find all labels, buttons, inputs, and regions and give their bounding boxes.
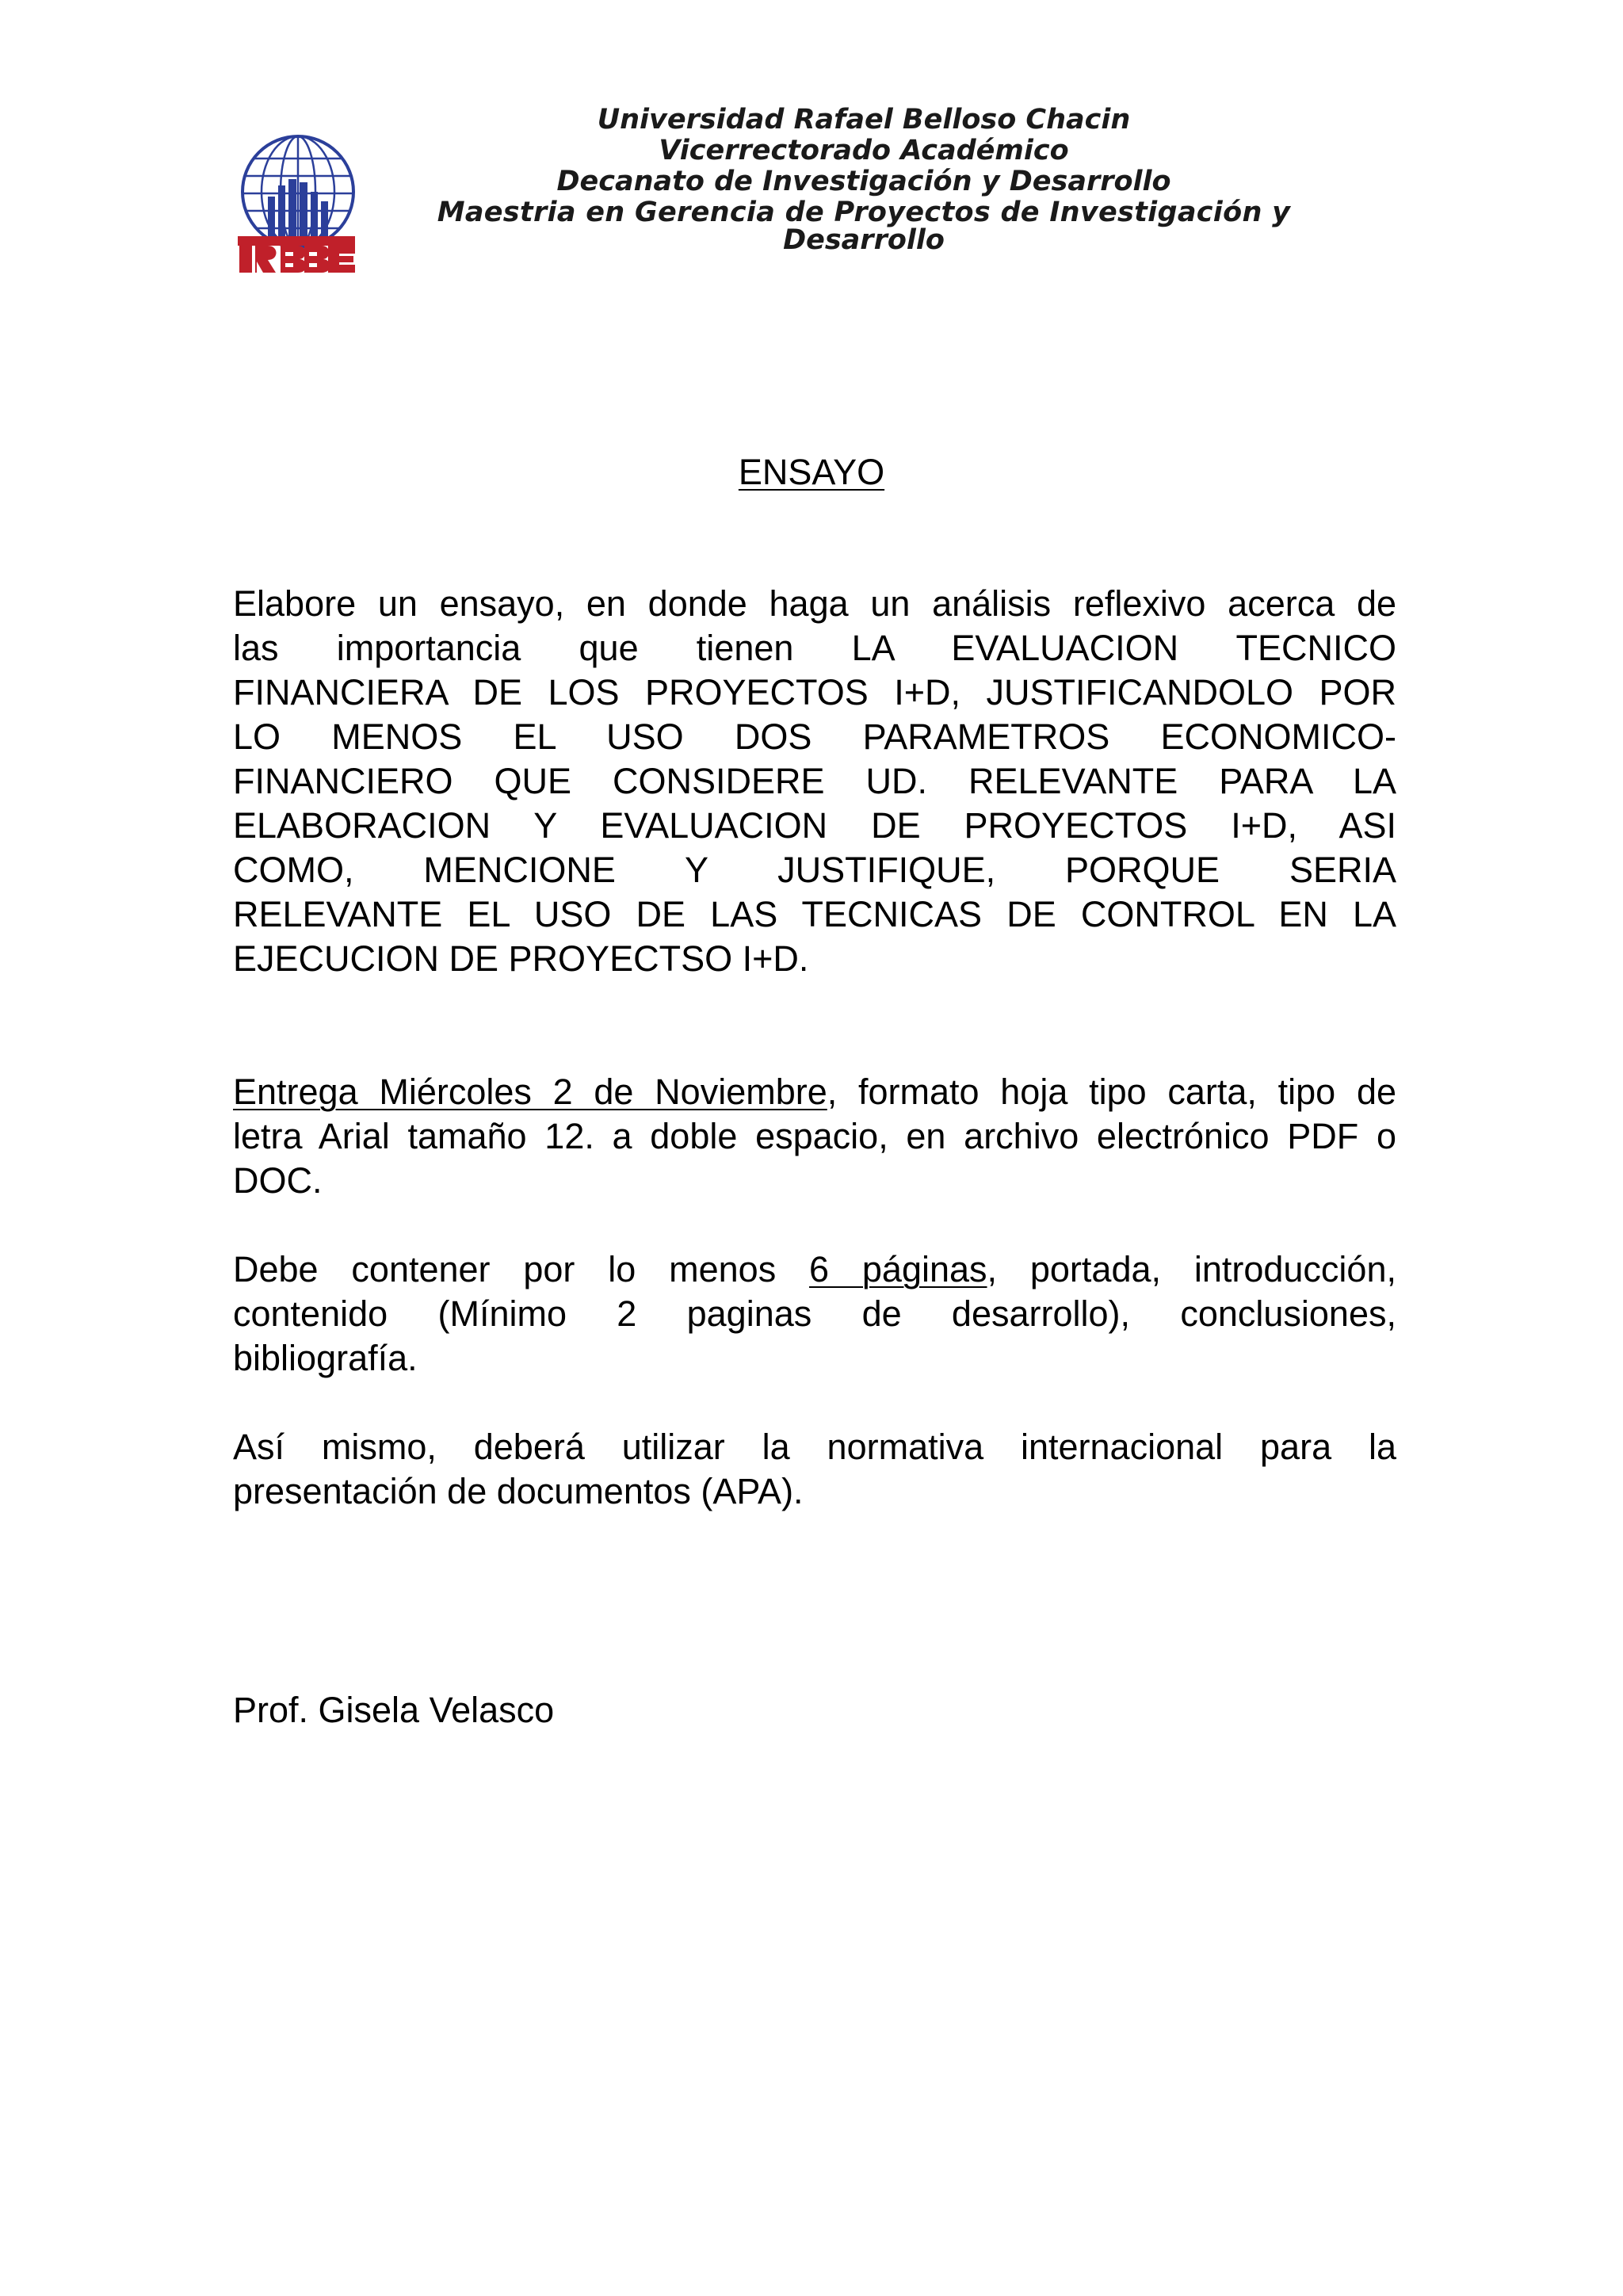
header-decanato: Decanato de Investigación y Desarrollo bbox=[556, 166, 1171, 197]
header-maestria: Maestria en Gerencia de Proyectos de Investigación y bbox=[437, 197, 1291, 228]
title-text: ENSAYO bbox=[738, 452, 885, 492]
logo-letters bbox=[238, 236, 355, 273]
page-count: 6 páginas bbox=[809, 1249, 987, 1289]
header-vicerrectorado: Vicerrectorado Académico bbox=[659, 135, 1069, 166]
paragraph-line bbox=[233, 1070, 1396, 1114]
paragraph-line: letra Arial tamaño 12. a doble espacio, en archivo electrónico PDF o bbox=[233, 1116, 1396, 1156]
paragraph-line: LO MENOS EL USO DOS PARAMETROS ECONOMICO- bbox=[233, 716, 1396, 757]
header-maestria-cont: Desarrollo bbox=[783, 224, 945, 256]
paragraph-line: contenido (Mínimo 2 paginas de desarrollo), conclusiones, bbox=[233, 1293, 1396, 1334]
university-logo bbox=[235, 135, 358, 274]
paragraph-line: FINANCIERA DE LOS PROYECTOS I+D, JUSTIFICANDOLO POR bbox=[233, 672, 1396, 712]
content-requirements-paragraph bbox=[233, 1247, 1396, 1381]
paragraph-line: ELABORACION Y EVALUACION DE PROYECTOS I+D, ASI bbox=[233, 805, 1396, 846]
paragraph-line: EJECUCION DE PROYECTSO I+D. bbox=[233, 938, 809, 979]
paragraph-line bbox=[233, 1247, 1396, 1292]
delivery-format: , formato hoja tipo carta, tipo de bbox=[827, 1072, 1396, 1112]
paragraph-line: presentación de documentos (APA). bbox=[233, 1471, 804, 1511]
apa-paragraph bbox=[233, 1425, 1396, 1514]
requirements-rest: , portada, introducción, bbox=[987, 1249, 1396, 1289]
document-title bbox=[0, 450, 1623, 495]
professor-signature: Prof. Gisela Velasco bbox=[233, 1690, 555, 1730]
institution-header bbox=[388, 105, 1339, 256]
paragraph-line: RELEVANTE EL USO DE LAS TECNICAS DE CONTROL EN LA bbox=[233, 894, 1396, 934]
paragraph-line: Así mismo, deberá utilizar la normativa internacional para la bbox=[233, 1427, 1396, 1467]
paragraph-line: FINANCIERO QUE CONSIDERE UD. RELEVANTE PARA LA bbox=[233, 761, 1396, 801]
paragraph-line: Elabore un ensayo, en donde haga un análisis reflexivo acerca de bbox=[233, 583, 1396, 624]
paragraph-line: bibliografía. bbox=[233, 1338, 418, 1378]
paragraph-line: COMO, MENCIONE Y JUSTIFIQUE, PORQUE SERIA bbox=[233, 850, 1396, 890]
paragraph-line: las importancia que tienen LA EVALUACION TECNICO bbox=[233, 628, 1396, 668]
paragraph-line: DOC. bbox=[233, 1160, 323, 1201]
header-university: Universidad Rafael Belloso Chacin bbox=[597, 104, 1131, 136]
assignment-paragraph bbox=[233, 582, 1396, 981]
requirements-start: Debe contener por lo menos bbox=[233, 1249, 810, 1289]
delivery-date: Entrega Miércoles 2 de Noviembre bbox=[233, 1072, 827, 1112]
delivery-paragraph bbox=[233, 1070, 1396, 1203]
